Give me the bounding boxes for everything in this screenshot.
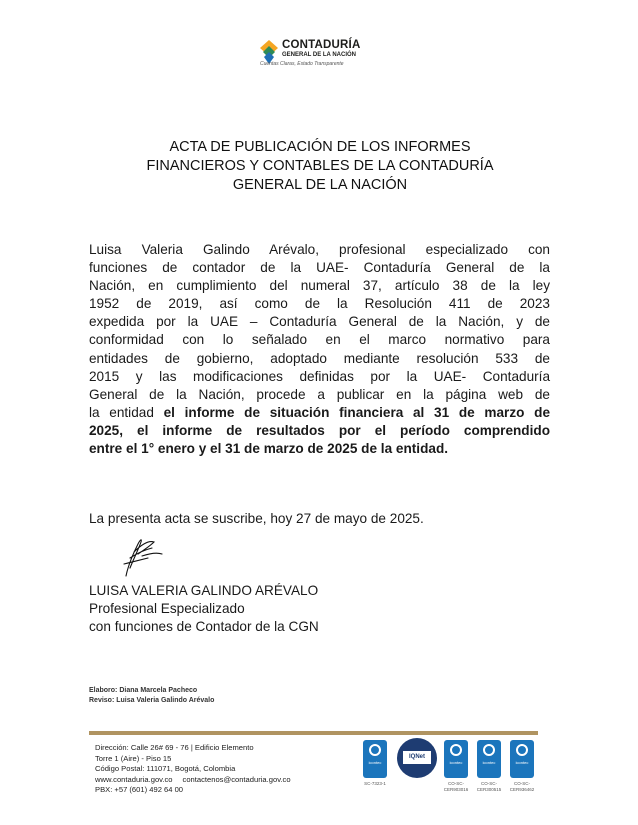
body-paragraph [89, 241, 550, 458]
body-line: Nación, en cumplimiento del numeral 37, artículo 38 de la ley [89, 278, 550, 294]
body-line: 2015 y las modificaciones definidas por la UAE- Contaduría [89, 368, 550, 384]
title-line: FINANCIEROS Y CONTABLES DE LA CONTADURÍA [146, 158, 494, 174]
cgn-logo [260, 40, 380, 70]
logo-name: CONTADURÍA [282, 39, 361, 51]
footer-phone: PBX: +57 (601) 492 64 00 [95, 785, 184, 795]
body-line: conformidad con lo señalado en el marco normativo para [89, 332, 550, 348]
logo-tagline: Cuentas Claras, Estado Transparente [260, 61, 344, 67]
logo-subname: GENERAL DE LA NACIÓN [282, 52, 357, 58]
title-line: GENERAL DE LA NACIÓN [232, 177, 408, 193]
cert-code: SC-7323-1 [364, 781, 386, 786]
body-line: entidades de gobierno, adoptado mediante resolución 533 de [89, 350, 550, 366]
cert-code: CO-SC-CER903016 [443, 781, 469, 792]
icontec-cert-icon: icontec [444, 740, 468, 778]
signatory-block [89, 582, 319, 636]
footer-postal: Código Postal: 111071, Bogotá, Colombia [95, 764, 236, 774]
body-line: 1952 de 2019, así como de la Resolución 411 de 2023 [89, 296, 550, 312]
reviewed-by: Reviso: Luisa Valeria Galindo Arévalo [89, 697, 215, 704]
icontec-cert-icon: icontec [363, 740, 387, 778]
footer-email-link[interactable]: contactenos@contaduria.gov.co [182, 774, 291, 784]
body-line [89, 404, 550, 422]
signatory-position: Profesional Especializado [89, 601, 245, 616]
credits [89, 686, 214, 706]
footer-web-link[interactable]: www.contaduria.gov.co [95, 774, 173, 784]
footer-tower: Torre 1 (Aire) - Piso 15 [95, 753, 172, 763]
document-title [100, 138, 540, 195]
handwritten-signature [108, 528, 168, 578]
cert-code: CO-SC-CER936462 [509, 781, 535, 792]
footer-address: Dirección: Calle 26# 69 - 76 | Edificio Elemento [95, 743, 254, 752]
signatory-role: con funciones de Contador de la CGN [89, 619, 319, 634]
footer-contact [95, 743, 291, 796]
title-line: ACTA DE PUBLICACIÓN DE LOS INFORMES [169, 139, 471, 155]
certification-logos [360, 740, 540, 800]
body-line: expedida por la UAE – Contaduría General de la Nación, y de [89, 314, 550, 330]
closing-statement: La presenta acta se suscribe, hoy 27 de mayo de 2025. [89, 511, 424, 526]
body-line-normal: la entidad [89, 404, 164, 420]
prepared-by: Elaboro: Diana Marcela Pacheco [89, 687, 198, 694]
body-line: General de la Nación, procede a publicar en la página web de [89, 386, 550, 402]
body-line: funciones de contador de la UAE- Contaduría General de la [89, 260, 550, 276]
body-line-bold: el informe de situación financiera al 31 de marzo de [163, 404, 551, 420]
signatory-name: LUISA VALERIA GALINDO ARÉVALO [89, 583, 319, 598]
body-line-bold: 2025, el informe de resultados por el período comprendido [89, 422, 550, 438]
icontec-cert-icon: icontec [510, 740, 534, 778]
footer-divider [89, 731, 538, 735]
icontec-cert-icon: icontec [477, 740, 501, 778]
body-line: Luisa Valeria Galindo Arévalo, profesional especializado con [89, 242, 550, 257]
body-line-bold: entre el 1° enero y el 31 de marzo de 2025 de la entidad. [89, 441, 449, 457]
iqnet-cert-icon: IQNet [397, 738, 437, 778]
cert-code: CO-SC-CER300515 [476, 781, 502, 792]
